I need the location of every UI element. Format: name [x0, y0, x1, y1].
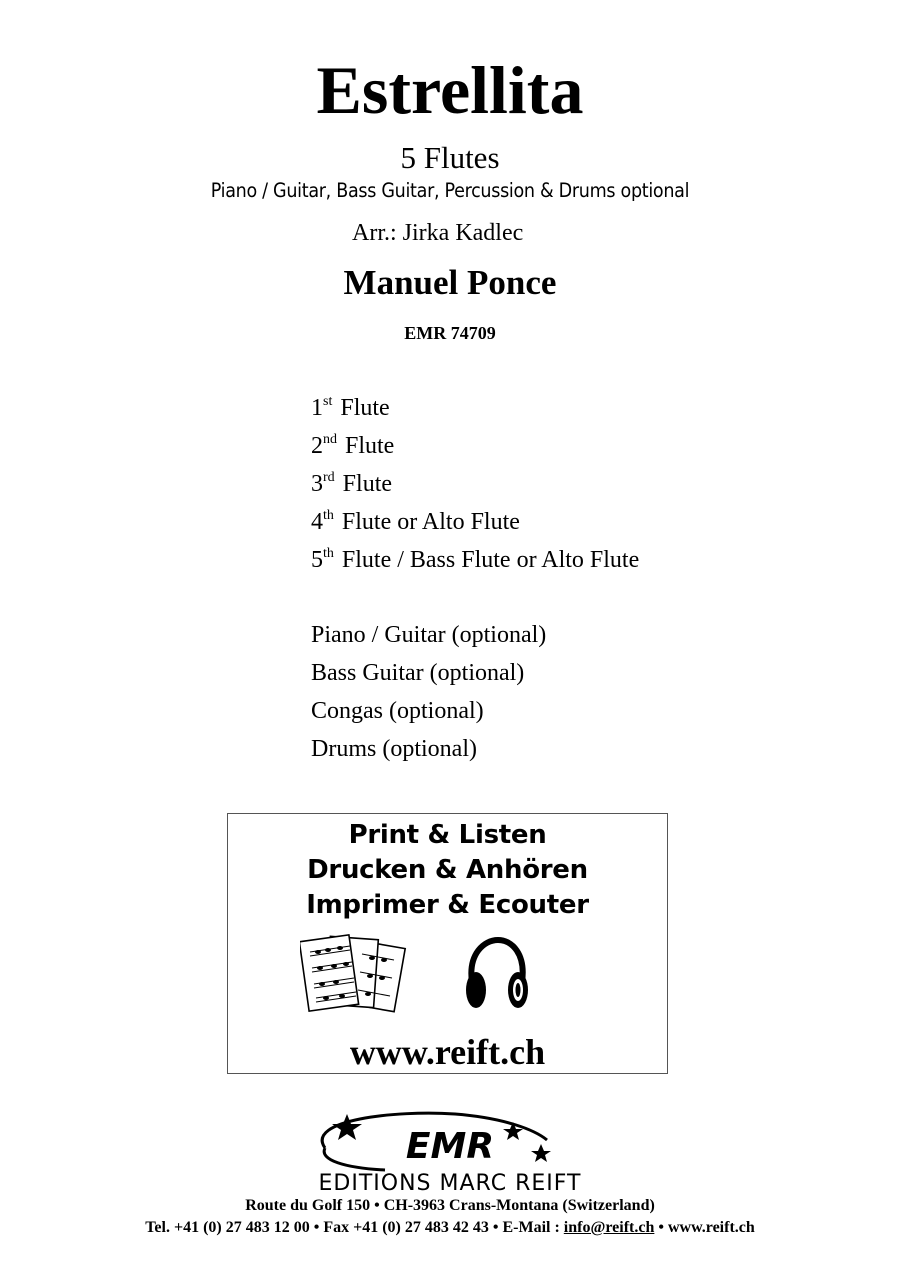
- promo-website-link[interactable]: www.reift.ch: [349, 1032, 546, 1072]
- part-item: [311, 469, 392, 503]
- optional-part-item: Drums (optional): [311, 736, 477, 762]
- catalog-number: EMR 74709: [404, 323, 496, 343]
- promo-line-french: Imprimer & Ecouter: [306, 890, 589, 920]
- sheet-music-icon: [300, 932, 410, 1020]
- print-listen-box: [227, 813, 668, 1074]
- composer-name: Manuel Ponce: [343, 263, 557, 302]
- page-title: Estrellita: [316, 52, 584, 128]
- part-ordinal: 4: [311, 509, 323, 535]
- part-text: Flute / Bass Flute or Alto Flute: [341, 547, 640, 573]
- part-ordinal: 2: [311, 433, 323, 459]
- arranger-credit: Arr.: Jirka Kadlec: [352, 220, 524, 246]
- optional-part-item: Piano / Guitar (optional): [311, 622, 547, 648]
- publisher-address: Route du Golf 150 • CH-3963 Crans-Montana (Switzerland): [245, 1197, 655, 1214]
- headphones-icon: [462, 934, 532, 1014]
- part-ordinal: 3: [311, 471, 323, 497]
- promo-line-german: Drucken & Anhören: [307, 855, 588, 885]
- part-item: [311, 507, 520, 541]
- part-item: [311, 393, 390, 427]
- email-link[interactable]: info@reift.ch: [563, 1219, 655, 1236]
- optional-part-item: Bass Guitar (optional): [311, 660, 525, 686]
- logo-letters: EMR: [405, 1126, 495, 1167]
- part-item: [311, 545, 639, 579]
- emr-logo: [255, 1108, 645, 1198]
- instrumentation-line: Piano / Guitar, Bass Guitar, Percussion & Drums optional: [210, 179, 690, 202]
- publisher-contact: [0, 1217, 900, 1239]
- publisher-name: EDITIONS MARC REIFT: [318, 1171, 582, 1196]
- ensemble-subtitle: 5 Flutes: [400, 140, 500, 175]
- part-text: Flute: [342, 471, 393, 497]
- part-text: Flute or Alto Flute: [341, 509, 520, 535]
- part-ordinal: 5: [311, 547, 323, 573]
- part-item: [311, 431, 394, 465]
- part-ordinal-suffix: th: [323, 508, 334, 523]
- part-ordinal-suffix: st: [323, 394, 333, 409]
- contact-website[interactable]: • www.reift.ch: [658, 1219, 755, 1236]
- optional-part-item: Congas (optional): [311, 698, 484, 724]
- part-ordinal-suffix: rd: [323, 470, 335, 485]
- part-ordinal: 1: [311, 395, 323, 421]
- promo-line-english: Print & Listen: [348, 820, 547, 850]
- part-ordinal-suffix: nd: [323, 432, 337, 447]
- part-text: Flute: [345, 433, 395, 459]
- part-ordinal-suffix: th: [323, 546, 334, 561]
- part-text: Flute: [340, 395, 390, 421]
- contact-phone-fax: Tel. +41 (0) 27 483 12 00 • Fax +41 (0) 27 483 42 43 • E-Mail :: [145, 1219, 560, 1236]
